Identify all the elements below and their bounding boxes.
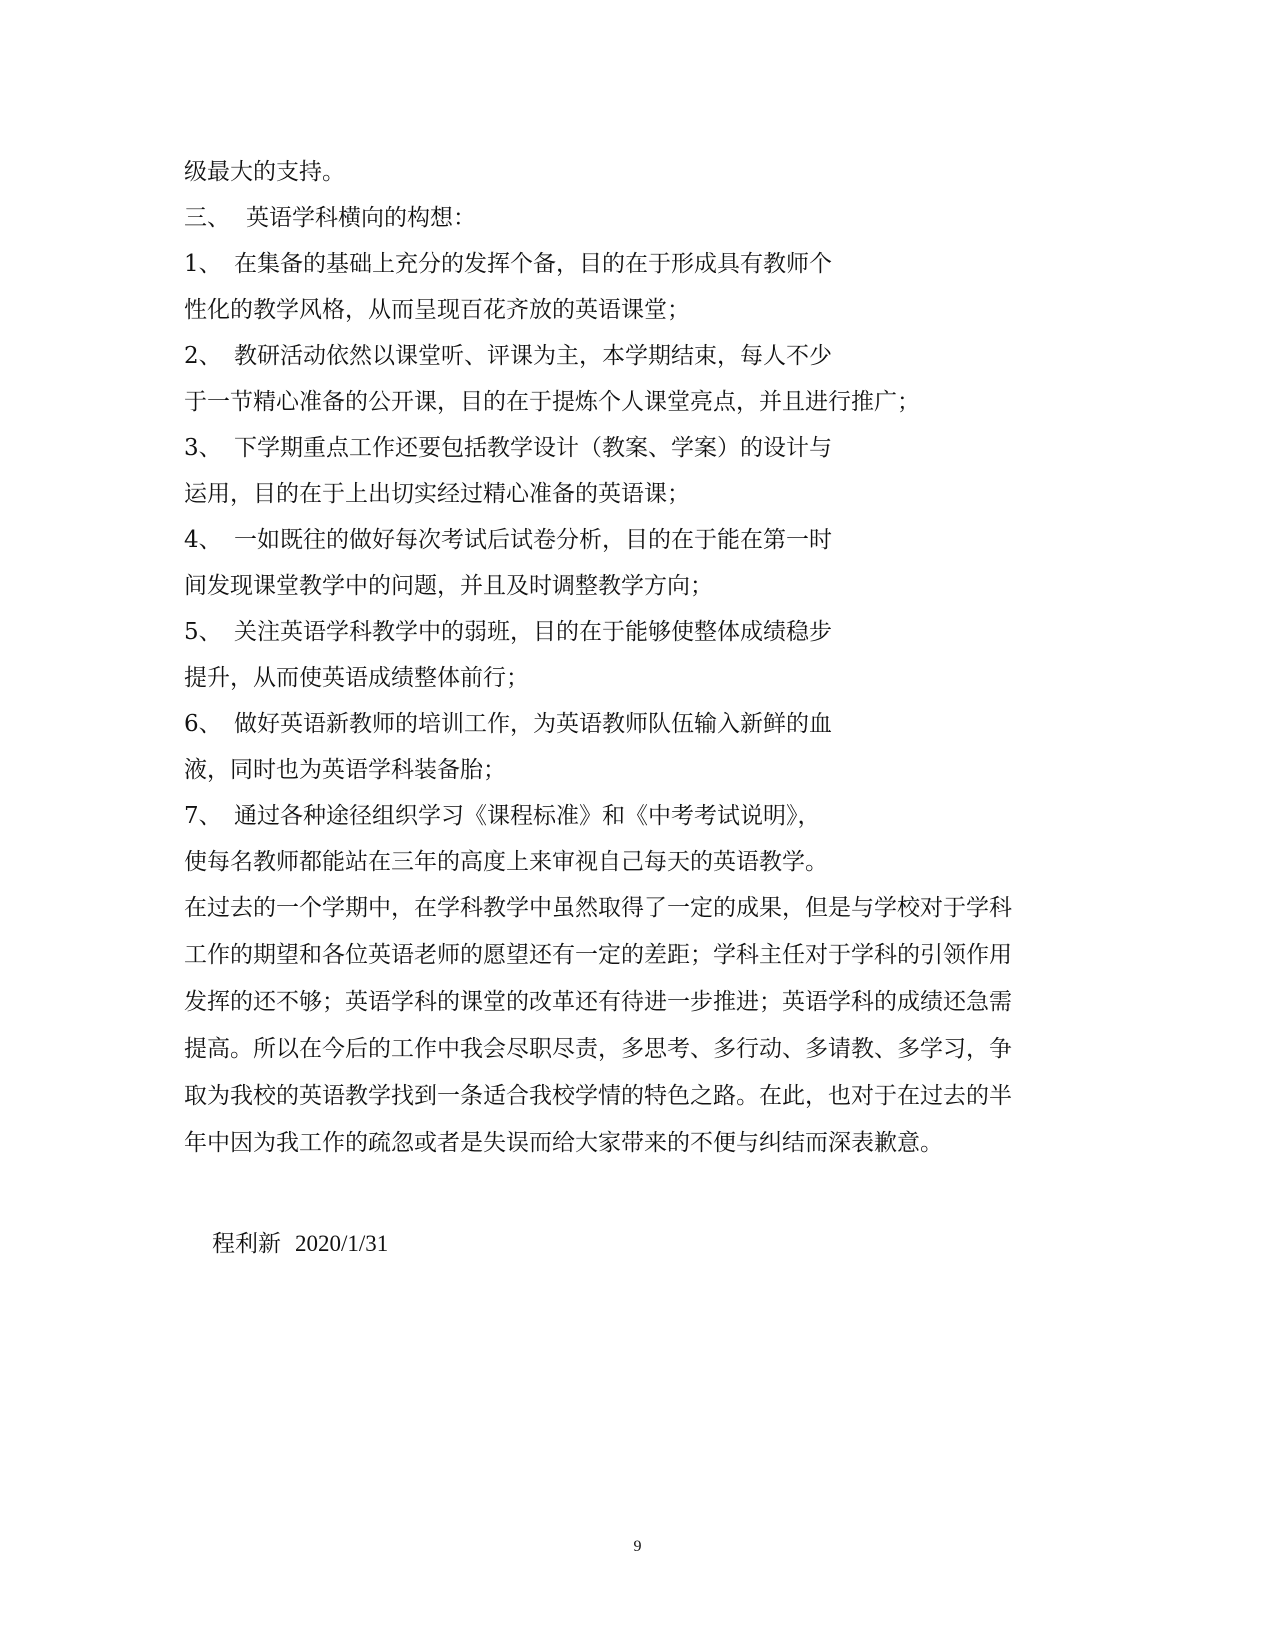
closing-paragraph-line: 提高。所以在今后的工作中我会尽职尽责，多思考、多行动、多请教、多学习，争 bbox=[184, 1036, 1012, 1062]
section-heading bbox=[184, 202, 476, 234]
list-item bbox=[184, 248, 832, 280]
list-item-text: 一如既往的做好每次考试后试卷分析，目的在于能在第一时 bbox=[234, 527, 832, 553]
list-item-text: 下学期重点工作还要包括教学设计（教案、学案）的设计与 bbox=[234, 435, 832, 461]
section-title: 英语学科横向的构想： bbox=[246, 205, 476, 231]
list-item-continuation: 液，同时也为英语学科装备胎； bbox=[184, 757, 506, 783]
list-item-number: 5、 bbox=[184, 619, 222, 645]
list-item-number: 6、 bbox=[184, 711, 222, 737]
list-item bbox=[184, 708, 832, 740]
list-item bbox=[184, 340, 832, 372]
signature-name: 程利新 bbox=[212, 1231, 281, 1257]
list-item-number: 4、 bbox=[184, 527, 222, 553]
closing-paragraph-line: 取为我校的英语教学找到一条适合我校学情的特色之路。在此，也对于在过去的半 bbox=[184, 1083, 1012, 1109]
list-item-continuation: 于一节精心准备的公开课，目的在于提炼个人课堂亮点，并且进行推广； bbox=[184, 389, 920, 415]
list-item-number: 2、 bbox=[184, 343, 222, 369]
signature-date: 2020/1/31 bbox=[295, 1231, 389, 1256]
list-item-text: 通过各种途径组织学习《课程标准》和《中考考试说明》， bbox=[234, 803, 821, 829]
list-item-continuation: 性化的教学风格，从而呈现百花齐放的英语课堂； bbox=[184, 297, 690, 323]
list-item-text: 做好英语新教师的培训工作，为英语教师队伍输入新鲜的血 bbox=[234, 711, 832, 737]
list-item-continuation: 间发现课堂教学中的问题，并且及时调整教学方向； bbox=[184, 573, 713, 599]
list-item-continuation: 使每名教师都能站在三年的高度上来审视自己每天的英语教学。 bbox=[184, 849, 828, 875]
closing-paragraph-line: 年中因为我工作的疏忽或者是失误而给大家带来的不便与纠结而深表歉意。 bbox=[184, 1130, 943, 1156]
list-item-number: 7、 bbox=[184, 803, 222, 829]
list-item bbox=[184, 524, 832, 556]
signature bbox=[212, 1228, 388, 1260]
closing-paragraph-line: 在过去的一个学期中，在学科教学中虽然取得了一定的成果，但是与学校对于学科 bbox=[184, 895, 1012, 921]
list-item-continuation: 运用，目的在于上出切实经过精心准备的英语课； bbox=[184, 481, 690, 507]
list-item bbox=[184, 432, 832, 464]
list-item bbox=[184, 616, 832, 648]
continued-paragraph-line: 级最大的支持。 bbox=[184, 159, 345, 185]
list-item bbox=[184, 800, 821, 832]
list-item-number: 3、 bbox=[184, 435, 222, 461]
list-item-text: 在集备的基础上充分的发挥个备，目的在于形成具有教师个 bbox=[234, 251, 832, 277]
closing-paragraph-line: 发挥的还不够；英语学科的课堂的改革还有待进一步推进；英语学科的成绩还急需 bbox=[184, 989, 1012, 1015]
list-item-number: 1、 bbox=[184, 251, 222, 277]
list-item-continuation: 提升，从而使英语成绩整体前行； bbox=[184, 665, 529, 691]
list-item-text: 教研活动依然以课堂听、评课为主，本学期结束，每人不少 bbox=[234, 343, 832, 369]
section-marker: 三、 bbox=[184, 205, 230, 231]
list-item-text: 关注英语学科教学中的弱班，目的在于能够使整体成绩稳步 bbox=[234, 619, 832, 645]
closing-paragraph-line: 工作的期望和各位英语老师的愿望还有一定的差距；学科主任对于学科的引领作用 bbox=[184, 942, 1012, 968]
page-number: 9 bbox=[633, 1538, 642, 1555]
